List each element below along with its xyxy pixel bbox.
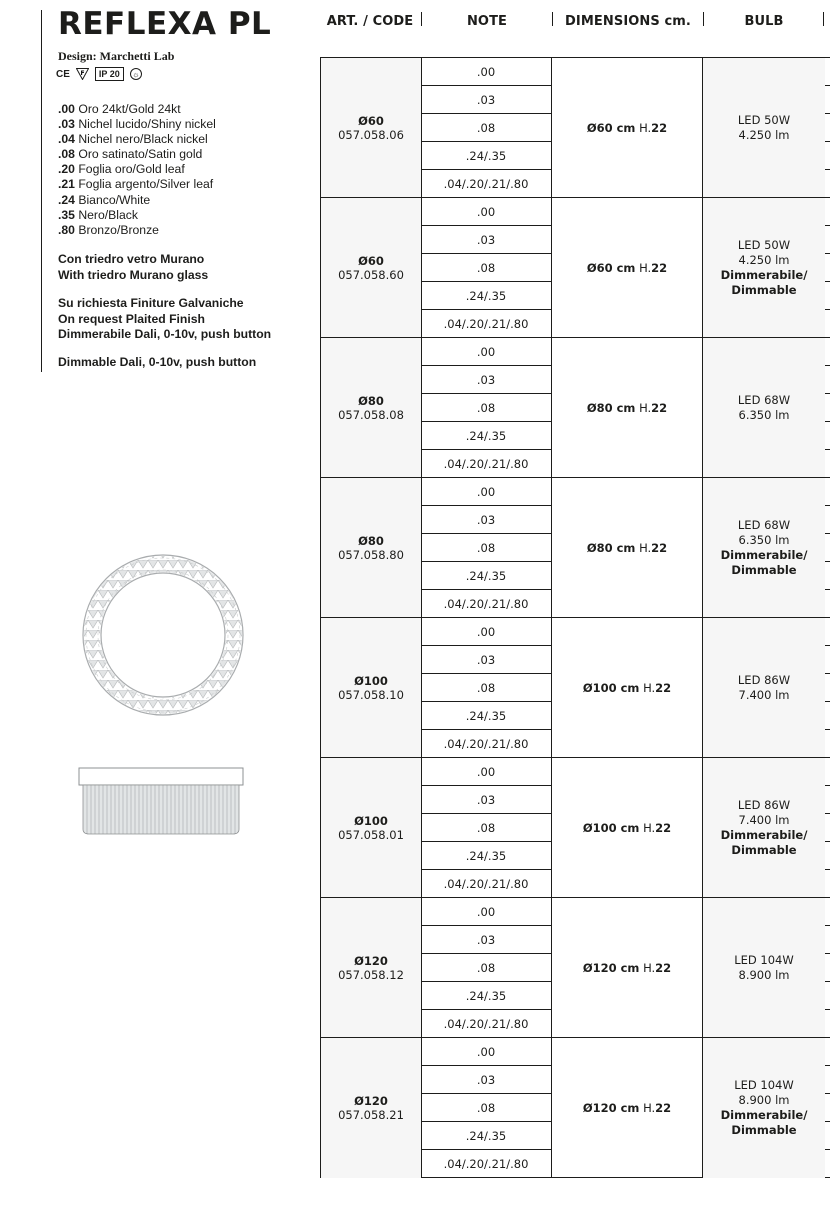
- note-cell: .04/.20/.21/.80: [443, 1157, 529, 1171]
- finish-name: Nero/Black: [78, 207, 138, 222]
- article-cell: [321, 58, 421, 198]
- dimension-height-label: H.: [643, 821, 656, 835]
- note-cell: .04/.20/.21/.80: [443, 737, 529, 751]
- dimensions-cell: [552, 1038, 702, 1178]
- dimensions-cell: [552, 618, 702, 758]
- dimension-height-label: H.: [643, 961, 656, 975]
- ce-mark: CE: [56, 68, 70, 80]
- finish-code: .35: [58, 207, 75, 222]
- dimension-height: 22: [655, 1101, 672, 1115]
- dimension-diameter: Ø80 cm: [586, 541, 636, 555]
- note-cell: .04/.20/.21/.80: [443, 877, 529, 891]
- note-cell: .00: [421, 898, 551, 926]
- article-cell: [321, 758, 421, 898]
- dimmer-note-it: Dimmerabile Dali, 0-10v, push button: [58, 327, 272, 341]
- note-cell: .24/.35: [421, 702, 551, 730]
- dimension-height: 22: [651, 261, 668, 275]
- article-cell: [321, 478, 421, 618]
- dimensions-cell: [552, 338, 702, 478]
- bulb-spec: 7.400 lm: [738, 813, 790, 827]
- dimension-diameter: Ø80 cm: [586, 401, 636, 415]
- note-cell: .08: [421, 1094, 551, 1122]
- row-tick: [825, 925, 830, 926]
- bulb-spec: LED 50W: [737, 113, 791, 127]
- row-tick: [825, 365, 830, 366]
- dimension-diameter: Ø120 cm: [582, 961, 640, 975]
- finish-name: Foglia oro/Gold leaf: [78, 162, 185, 177]
- finish-item: [58, 117, 216, 132]
- note-cell: .04/.20/.21/.80: [443, 177, 529, 191]
- row-tick: [825, 85, 830, 86]
- finish-name: Bianco/White: [78, 192, 151, 207]
- table-row-group: [320, 897, 830, 1038]
- plated-note: [58, 296, 271, 343]
- table-row-group: [320, 477, 830, 618]
- bulb-spec: LED 68W: [737, 393, 791, 407]
- note-cell: .08: [421, 114, 551, 142]
- note-cell: .04/.20/.21/.80: [443, 457, 529, 471]
- article-cell: [321, 198, 421, 338]
- header-bulb: BULB: [744, 13, 784, 29]
- dimmer-note-en: Dimmable Dali, 0-10v, push button: [58, 355, 257, 369]
- row-tick: [825, 673, 830, 674]
- header-note: NOTE: [466, 13, 508, 29]
- note-cell: .04/.20/.21/.80: [443, 597, 529, 611]
- header-separator: [823, 12, 824, 26]
- finish-name: Oro satinato/Satin gold: [78, 147, 203, 162]
- row-tick: [825, 393, 830, 394]
- finish-code: .00: [58, 102, 75, 116]
- finish-item: [58, 223, 216, 238]
- note-cell: .24/.35: [421, 982, 551, 1010]
- row-tick: [825, 113, 830, 114]
- table-row-group: [320, 617, 830, 758]
- note-cell: .03: [421, 226, 551, 254]
- note-cell: .03: [421, 786, 551, 814]
- finish-name: Oro 24kt/Gold 24kt: [78, 102, 181, 116]
- plated-note-it: Su richiesta Finiture Galvaniche: [58, 296, 244, 310]
- svg-text:F: F: [80, 70, 85, 77]
- article-cell: [321, 618, 421, 758]
- row-tick: [825, 841, 830, 842]
- article-code: 057.058.12: [338, 967, 404, 982]
- dimension-height-label: H.: [639, 121, 652, 135]
- dimension-diameter: Ø100 cm: [582, 681, 640, 695]
- finish-item: [58, 132, 216, 147]
- finish-code: .21: [58, 177, 75, 192]
- note-cell: .00: [421, 478, 551, 506]
- finish-item: [58, 162, 216, 177]
- dimensions-cell: [552, 198, 702, 338]
- note-cell: .24/.35: [421, 1122, 551, 1150]
- bulb-spec: 4.250 lm: [738, 128, 790, 142]
- note-cell: .00: [421, 1038, 551, 1066]
- note-cell: .24/.35: [421, 422, 551, 450]
- finish-name: Bronzo/Bronze: [78, 222, 159, 237]
- murano-note: [58, 252, 208, 283]
- note-cell: .08: [421, 394, 551, 422]
- dimension-height: 22: [655, 681, 672, 695]
- certification-row: [56, 67, 142, 81]
- murano-note-en: With triedro Murano glass: [58, 267, 209, 282]
- note-cell: .00: [421, 58, 551, 86]
- note-cell: .03: [421, 646, 551, 674]
- product-title: REFLEXA PL: [58, 6, 272, 42]
- row-tick: [825, 281, 830, 282]
- bulb-dimmable-label: Dimmerabile/: [720, 268, 808, 282]
- note-cell: .03: [421, 926, 551, 954]
- note-cell: .03: [421, 366, 551, 394]
- row-tick: [825, 1065, 830, 1066]
- dimension-height: 22: [651, 541, 668, 555]
- bulb-dimmable-label: Dimmerabile/: [720, 548, 808, 562]
- table-row-group: [320, 57, 830, 198]
- bulb-spec: 8.900 lm: [738, 1093, 790, 1107]
- note-cell: .08: [421, 954, 551, 982]
- bulb-cell: [703, 618, 825, 758]
- article-code: 057.058.06: [338, 127, 404, 142]
- article-diameter: Ø120: [354, 953, 388, 968]
- bulb-spec: LED 86W: [737, 673, 791, 687]
- bulb-cell: [703, 58, 825, 198]
- finish-code: .08: [58, 147, 75, 162]
- dimension-height-label: H.: [639, 401, 652, 415]
- dimension-height: 22: [655, 821, 672, 835]
- bulb-dimmable-label: Dimmable: [731, 843, 797, 857]
- dimension-height: 22: [651, 121, 668, 135]
- table-row-group: [320, 197, 830, 338]
- note-cell: .24/.35: [421, 842, 551, 870]
- row-tick: [825, 505, 830, 506]
- note-cell: .08: [421, 534, 551, 562]
- header-dimensions: DIMENSIONS cm.: [565, 13, 691, 29]
- note-cell: .08: [421, 814, 551, 842]
- row-tick: [825, 1093, 830, 1094]
- dimension-diameter: Ø60 cm: [586, 121, 636, 135]
- note-cell: .24/.35: [421, 282, 551, 310]
- finish-item: [58, 147, 216, 162]
- article-diameter: Ø80: [358, 393, 384, 408]
- finish-code: .24: [58, 192, 75, 207]
- header-art-code: ART. / CODE: [326, 13, 414, 29]
- article-code: 057.058.60: [338, 267, 404, 282]
- note-cell: .04/.20/.21/.80: [443, 317, 529, 331]
- dimension-diameter: Ø60 cm: [586, 261, 636, 275]
- ip-rating-badge: IP 20: [95, 67, 124, 81]
- row-tick: [825, 169, 830, 170]
- note-cell: .24/.35: [421, 562, 551, 590]
- ring-top-view-image: [78, 550, 248, 720]
- row-tick: [825, 225, 830, 226]
- murano-note-it: Con triedro vetro Murano: [58, 252, 205, 266]
- bulb-spec: 4.250 lm: [738, 253, 790, 267]
- finish-item: [58, 177, 216, 192]
- bulb-dimmable-label: Dimmable: [731, 563, 797, 577]
- article-diameter: Ø100: [354, 813, 388, 828]
- dimensions-cell: [552, 58, 702, 198]
- row-tick: [825, 533, 830, 534]
- finish-name: Foglia argento/Silver leaf: [78, 177, 214, 192]
- note-cell: .04/.20/.21/.80: [443, 1017, 529, 1031]
- finish-name: Nichel nero/Black nickel: [78, 132, 208, 147]
- finish-item: [58, 208, 216, 223]
- row-tick: [825, 785, 830, 786]
- row-tick: [825, 645, 830, 646]
- article-code: 057.058.08: [338, 407, 404, 422]
- ring-side-view-image: [78, 767, 245, 835]
- row-tick: [825, 561, 830, 562]
- bulb-cell: [703, 478, 825, 618]
- bulb-cell: [703, 198, 825, 338]
- note-cell: .03: [421, 1066, 551, 1094]
- dimmer-note: [58, 355, 256, 371]
- finish-item: [58, 193, 216, 208]
- bulb-spec: 7.400 lm: [738, 688, 790, 702]
- note-cell: .03: [421, 86, 551, 114]
- dimensions-cell: [552, 898, 702, 1038]
- article-cell: [321, 338, 421, 478]
- note-cell: .08: [421, 254, 551, 282]
- row-tick: [825, 729, 830, 730]
- bulb-cell: [703, 758, 825, 898]
- note-cell: .00: [421, 198, 551, 226]
- note-cell: .00: [421, 618, 551, 646]
- finish-item: [58, 102, 216, 117]
- designer-credit: [58, 49, 174, 64]
- dimension-diameter: Ø100 cm: [582, 821, 640, 835]
- article-diameter: Ø100: [354, 673, 388, 688]
- row-tick: [825, 253, 830, 254]
- article-diameter: Ø60: [358, 253, 384, 268]
- dimensions-cell: [552, 758, 702, 898]
- row-tick: [825, 1009, 830, 1010]
- bulb-cell: [703, 898, 825, 1038]
- article-code: 057.058.21: [338, 1107, 404, 1122]
- bulb-dimmable-label: Dimmerabile/: [720, 828, 808, 842]
- table-row-group: [320, 1037, 830, 1178]
- note-cell: .00: [421, 338, 551, 366]
- plated-note-en: On request Plaited Finish: [58, 311, 205, 326]
- designer-name: Marchetti Lab: [99, 49, 175, 63]
- bulb-spec: LED 104W: [734, 953, 794, 967]
- row-tick: [825, 421, 830, 422]
- bulb-spec: LED 50W: [737, 238, 791, 252]
- finish-code: .20: [58, 162, 75, 177]
- bulb-spec: LED 104W: [734, 1078, 794, 1092]
- article-diameter: Ø120: [354, 1093, 388, 1108]
- dimmable-symbol-icon: ☼: [130, 68, 142, 80]
- article-diameter: Ø60: [358, 113, 384, 128]
- article-code: 057.058.80: [338, 547, 404, 562]
- dimensions-cell: [552, 478, 702, 618]
- article-code: 057.058.01: [338, 827, 404, 842]
- bulb-cell: [703, 1038, 825, 1178]
- design-label: Design:: [58, 49, 97, 63]
- dimension-height-label: H.: [643, 681, 656, 695]
- table-row-group: [320, 757, 830, 898]
- row-tick: [825, 813, 830, 814]
- bulb-cell: [703, 338, 825, 478]
- row-tick: [825, 953, 830, 954]
- bulb-spec: LED 68W: [737, 518, 791, 532]
- row-tick: [825, 701, 830, 702]
- article-cell: [321, 898, 421, 1038]
- left-rule: [41, 10, 42, 372]
- bulb-spec: LED 86W: [737, 798, 791, 812]
- finish-code: .03: [58, 117, 75, 132]
- article-code: 057.058.10: [338, 687, 404, 702]
- dimension-height-label: H.: [639, 261, 652, 275]
- bulb-spec: 8.900 lm: [738, 968, 790, 982]
- row-tick: [825, 869, 830, 870]
- row-tick: [825, 981, 830, 982]
- dimension-height: 22: [651, 401, 668, 415]
- note-cell: .24/.35: [421, 142, 551, 170]
- row-tick: [825, 141, 830, 142]
- bulb-dimmable-label: Dimmable: [731, 1123, 797, 1137]
- note-cell: .03: [421, 506, 551, 534]
- dimension-height-label: H.: [639, 541, 652, 555]
- finish-name: Nichel lucido/Shiny nickel: [78, 117, 216, 132]
- row-tick: [825, 1121, 830, 1122]
- row-tick: [825, 1149, 830, 1150]
- bulb-dimmable-label: Dimmerabile/: [720, 1108, 808, 1122]
- f-mark-icon: [76, 68, 89, 80]
- finish-code: .80: [58, 222, 75, 237]
- dimension-diameter: Ø120 cm: [582, 1101, 640, 1115]
- finish-list: [58, 102, 216, 238]
- row-tick: [825, 589, 830, 590]
- dimension-height-label: H.: [643, 1101, 656, 1115]
- finish-code: .04: [58, 132, 75, 147]
- dimension-height: 22: [655, 961, 672, 975]
- bulb-spec: 6.350 lm: [738, 408, 790, 422]
- row-tick: [825, 449, 830, 450]
- note-cell: .08: [421, 674, 551, 702]
- article-cell: [321, 1038, 421, 1178]
- note-cell: .00: [421, 758, 551, 786]
- table-row-group: [320, 337, 830, 478]
- article-diameter: Ø80: [358, 533, 384, 548]
- row-tick: [825, 309, 830, 310]
- bulb-spec: 6.350 lm: [738, 533, 790, 547]
- bulb-dimmable-label: Dimmable: [731, 283, 797, 297]
